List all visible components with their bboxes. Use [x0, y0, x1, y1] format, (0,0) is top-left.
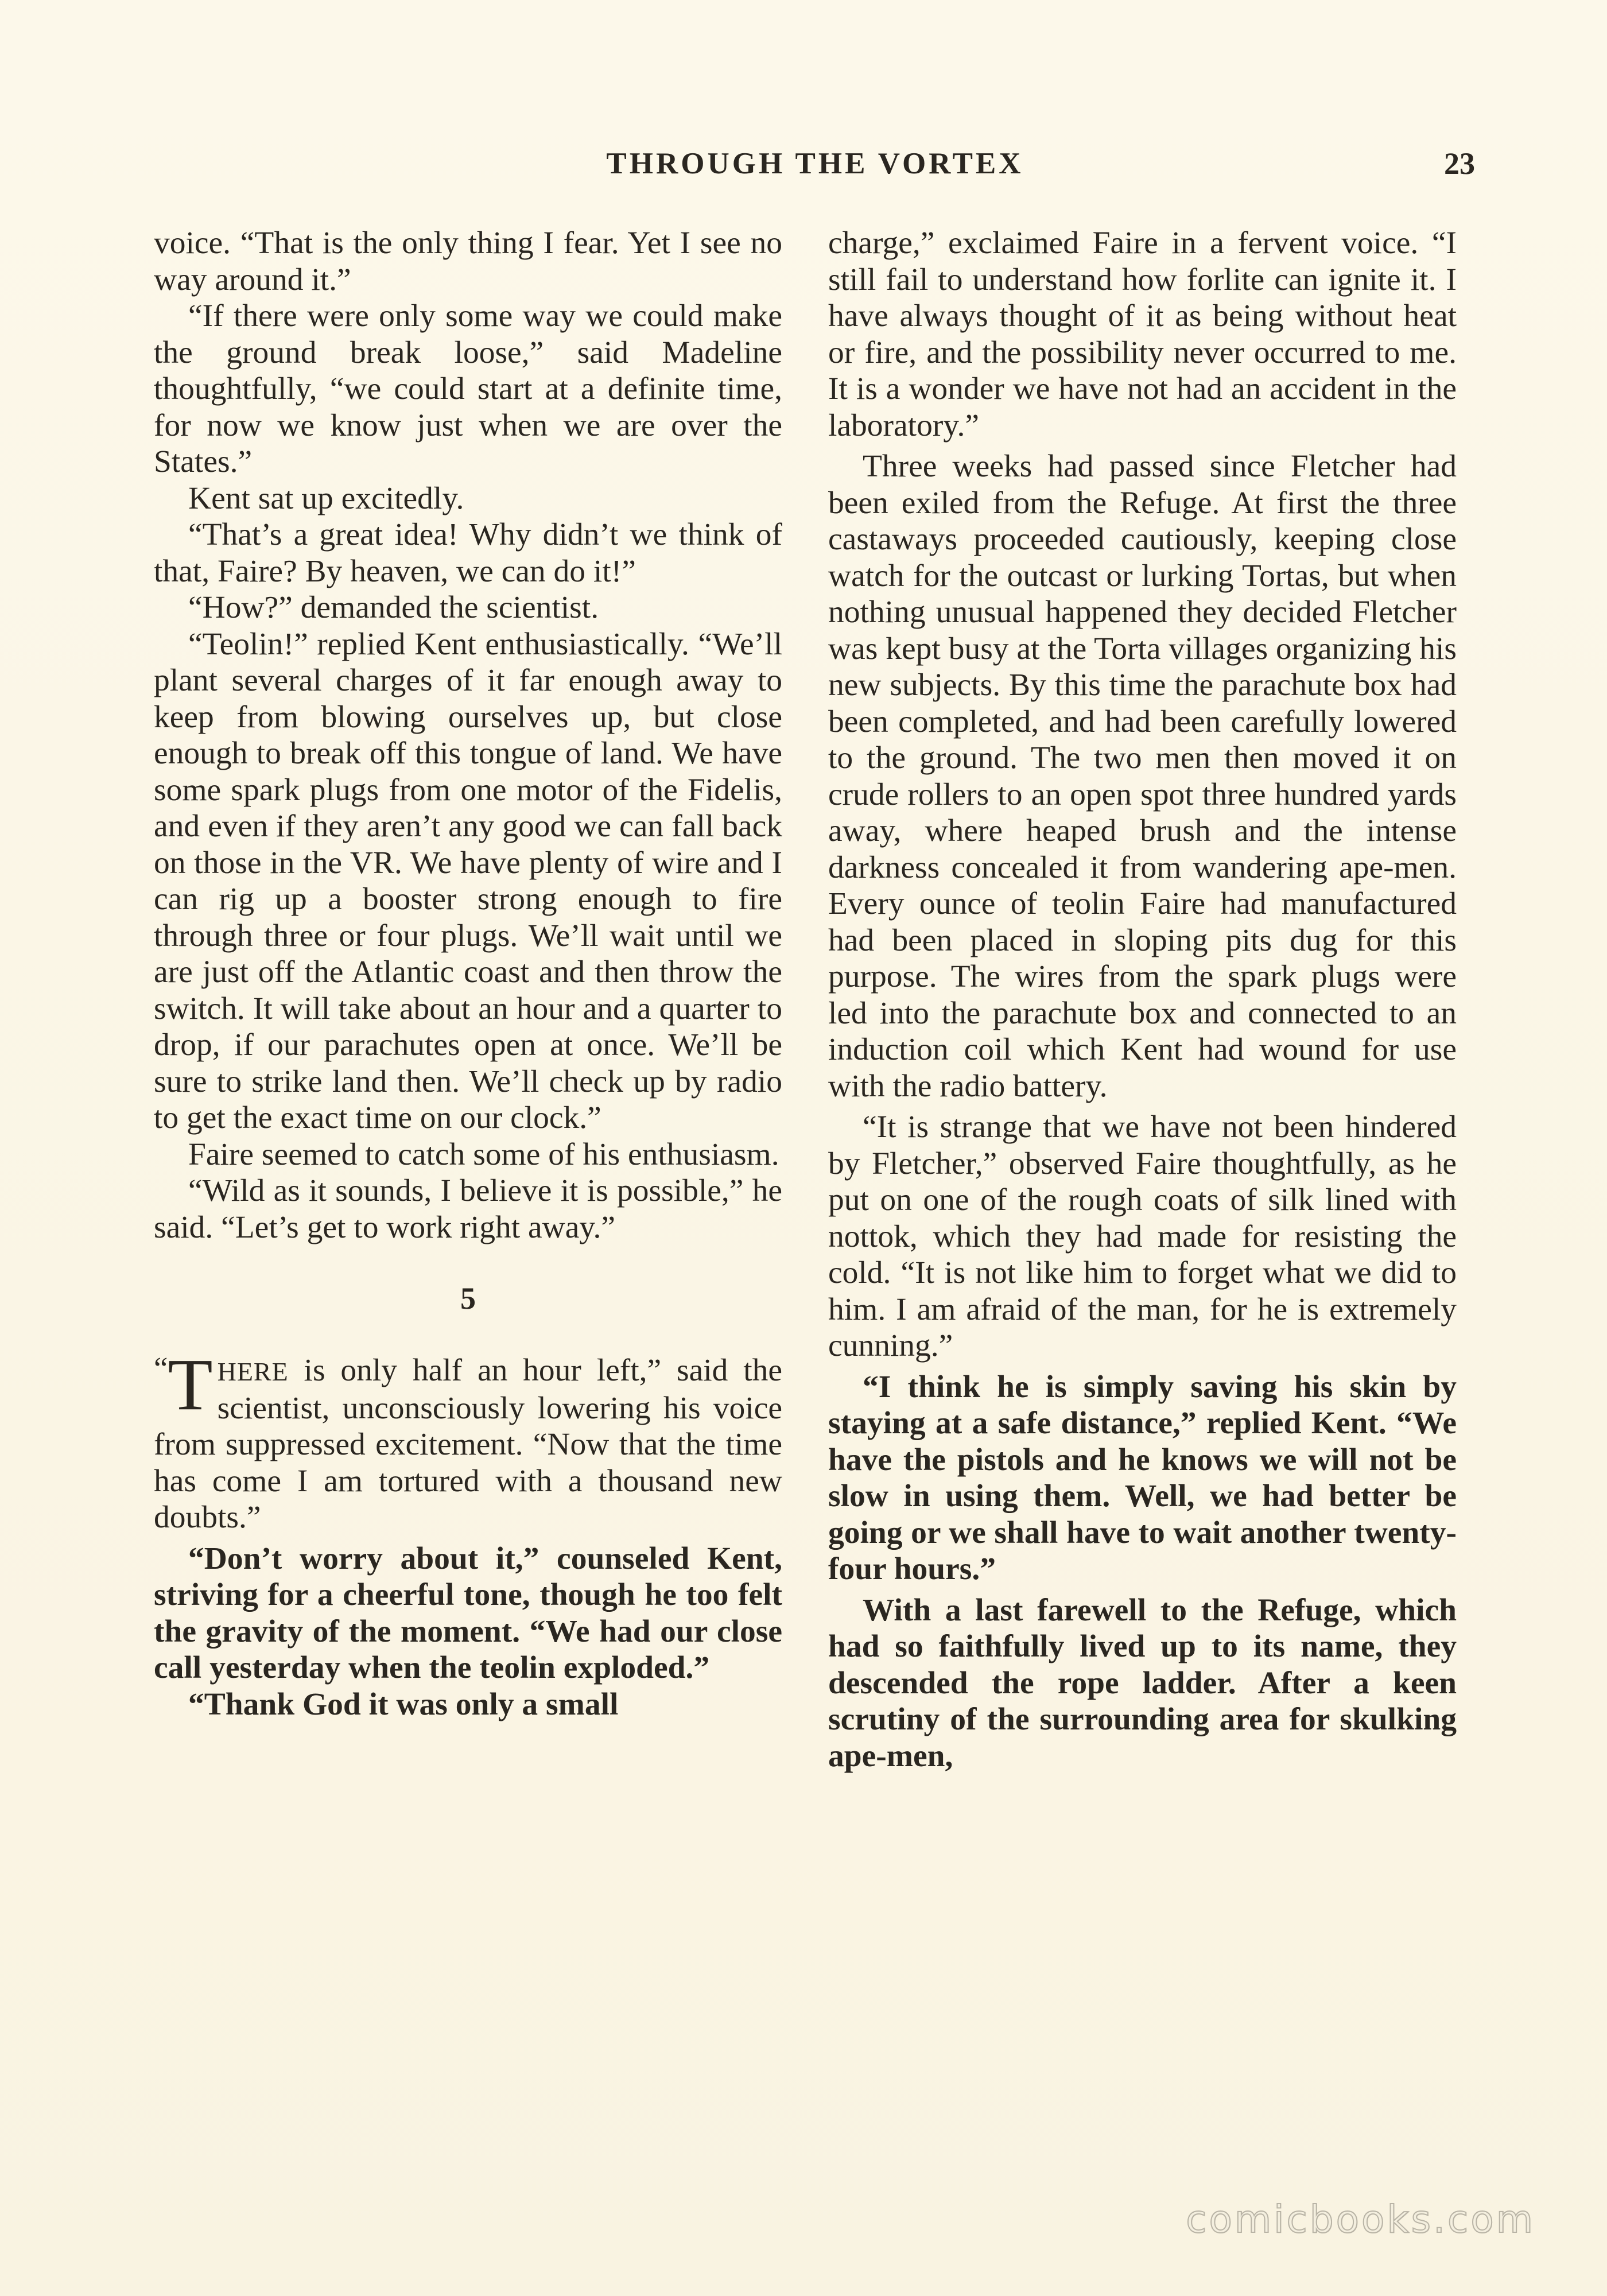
paragraph: “If there were only some way we could make the ground break loose,” said Madeline thoughtfully, “we could start at a definite time, for now we know just when we are over the States.”: [154, 298, 782, 479]
paragraph: “Teolin!” replied Kent enthusiastically. “We’ll plant several charges of it far enough away to keep from blowing ourselves up, but close enough to break off this tongue of land. We have some spark plugs from one motor of the Fidelis, and even if they aren’t any good we can fall back on those in the VR. We have plenty of wire and I can rig up a booster strong enough to fire through three or four plugs. We’ll wait until we are just off the Atlantic coast and then throw the switch. It will take about an hour and a quarter to drop, if our parachutes open at once. We’ll be sure to strike land then. We’ll check up by radio to get the exact time on our clock.”: [154, 626, 782, 1135]
section-number: 5: [460, 1281, 476, 1316]
watermark-logo: comicbooks.com: [1186, 2197, 1535, 2241]
paragraph: “Wild as it sounds, I believe it is possible,” he said. “Let’s get to work right away.”: [154, 1173, 782, 1245]
paragraph: Faire seemed to catch some of his enthusiasm.: [188, 1137, 779, 1172]
section-opening-paragraph: [154, 1344, 782, 1536]
small-caps-lead: HERE: [217, 1357, 289, 1386]
left-column: [154, 225, 782, 1723]
paragraph: “Thank God it was only a small: [188, 1686, 619, 1722]
paragraph: “Don’t worry about it,” counseled Kent, striving for a cheerful tone, though he too felt the gravity of the moment. “We had our close call yesterday when the teolin exploded.”: [154, 1541, 782, 1685]
paragraph: With a last farewell to the Refuge, which had so faithfully lived up to its name, they descended the rope ladder. After a keen scrutiny of the surrounding area for skulking ape-men,: [828, 1592, 1457, 1774]
opening-text: is only half an hour left,” said the scientist, unconsciously lowering his voice from suppressed excitement. “Now that the time has come I am tortured with a thousand new doubts.”: [154, 1353, 782, 1535]
paragraph: Kent sat up excitedly.: [188, 480, 464, 516]
running-title: THROUGH THE VORTEX: [606, 147, 1024, 180]
paragraph: “That’s a great idea! Why didn’t we think of that, Faire? By heaven, we can do it!”: [154, 517, 782, 589]
running-head: [155, 144, 1475, 184]
drop-cap: T: [168, 1344, 213, 1425]
paragraph: “How?” demanded the scientist.: [188, 590, 599, 625]
paragraph: Three weeks had passed since Fletcher had been exiled from the Refuge. At first the three castaways proceeded cautiously, keeping close watch for the outcast or lurking Tortas, but when nothing unusual happened they decided Fletcher was kept busy at the Torta villages organizing his new subjects. By this time the parachute box had been completed, and had been carefully lowered to the ground. The two men then moved it on crude rollers to an open spot three hundred yards away, where heaped brush and the intense darkness concealed it from wandering ape-men. Every ounce of teolin Faire had manufactured had been placed in sloping pits dug for this purpose. The wires from the spark plugs were led into the parachute box and connected to an induction coil which Kent had wound for use with the radio battery.: [828, 449, 1457, 1104]
paragraph: “It is strange that we have not been hindered by Fletcher,” observed Faire thoughtfully, as he put on one of the rough coats of silk lined with nottok, which they had made for resisting the cold. “It is not like him to forget what we did to him. I am afraid of the man, for he is extremely cunning.”: [828, 1110, 1457, 1363]
page-number: 23: [1444, 146, 1475, 181]
opening-quote: “: [154, 1351, 168, 1386]
paragraph: “I think he is simply saving his skin by staying at a safe distance,” replied Kent. “We have the pistols and he knows we will not be slow in using them. Well, we had better be going or we shall have to wait another twenty-four hours.”: [828, 1369, 1457, 1587]
right-column: [828, 225, 1457, 1774]
paragraph: voice. “That is the only thing I fear. Yet I see no way around it.”: [154, 226, 782, 297]
paragraph: charge,” exclaimed Faire in a fervent voice. “I still fail to understand how forlite can ignite it. I have always thought of it as being without heat or fire, and the possibility never occurred to me. It is a wonder we have not had an accident in the laboratory.”: [828, 226, 1457, 443]
drop-cap-block: [154, 1344, 213, 1425]
